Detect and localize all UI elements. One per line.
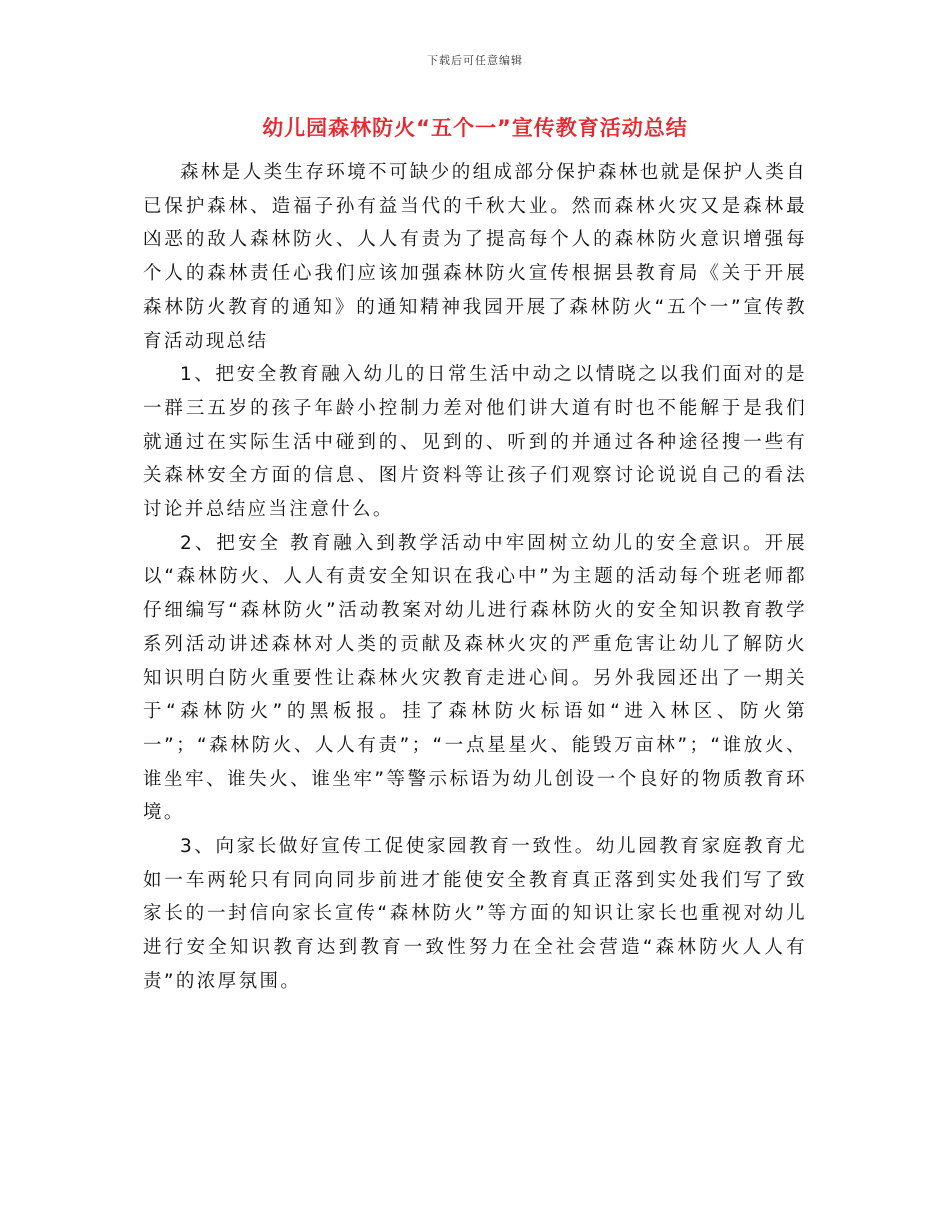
document-body [143,156,807,999]
paragraph-item-2: 2、把安全 教育融入到教学活动中牢固树立幼儿的安全意识。开展以“森林防火、人人有责安全知识在我心中”为主题的活动每个班老师都仔细编写“森林防火”活动教案对幼儿进行森林防火的安全知识教育教学系列活动讲述森林对人类的贡献及森林火灾的严重危害让幼儿了解防火知识明白防火重要性让森林火灾教育走进心间。另外我园还出了一期关于“森林防火”的黑板报。挂了森林防火标语如“进入林区、防火第一”；“森林防火、人人有责”；“一点星星火、能毁万亩林”；“谁放火、谁坐牢、谁失火、谁坐牢”等警示标语为幼儿创设一个良好的物质教育环境。 [143,532,807,824]
paragraph-item-3: 3、向家长做好宣传工促使家园教育一致性。幼儿园教育家庭教育尤如一车两轮只有同向同步前进才能使安全教育真正落到实处我们写了致家长的一封信向家长宣传“森林防火”等方面的知识让家长也重视对幼儿进行安全知识教育达到教育一致性努力在全社会营造“森林防火人人有责”的浓厚氛围。 [143,836,807,992]
page-header-note: 下载后可任意编辑 [427,54,523,67]
document-title: 幼儿园森林防火“五个一”宣传教育活动总结 [262,116,688,140]
paragraph-item-1: 1、把安全教育融入幼儿的日常生活中动之以情晓之以我们面对的是一群三五岁的孩子年龄小控制力差对他们讲大道有时也不能解于是我们就通过在实际生活中碰到的、见到的、听到的并通过各种途径搜一些有关森林安全方面的信息、图片资料等让孩子们观察讨论说说自己的看法讨论并总结应当注意什么。 [143,364,807,521]
paragraph-intro: 森林是人类生存环境不可缺少的组成部分保护森林也就是保护人类自已保护森林、造福子孙有益当代的千秋大业。然而森林火灾又是森林最凶恶的敌人森林防火、人人有责为了提高每个人的森林防火意识增强每个人的森林责任心我们应该加强森林防火宣传根据县教育局《关于开展森林防火教育的通知》的通知精神我园开展了森林防火“五个一”宣传教育活动现总结 [143,162,808,352]
